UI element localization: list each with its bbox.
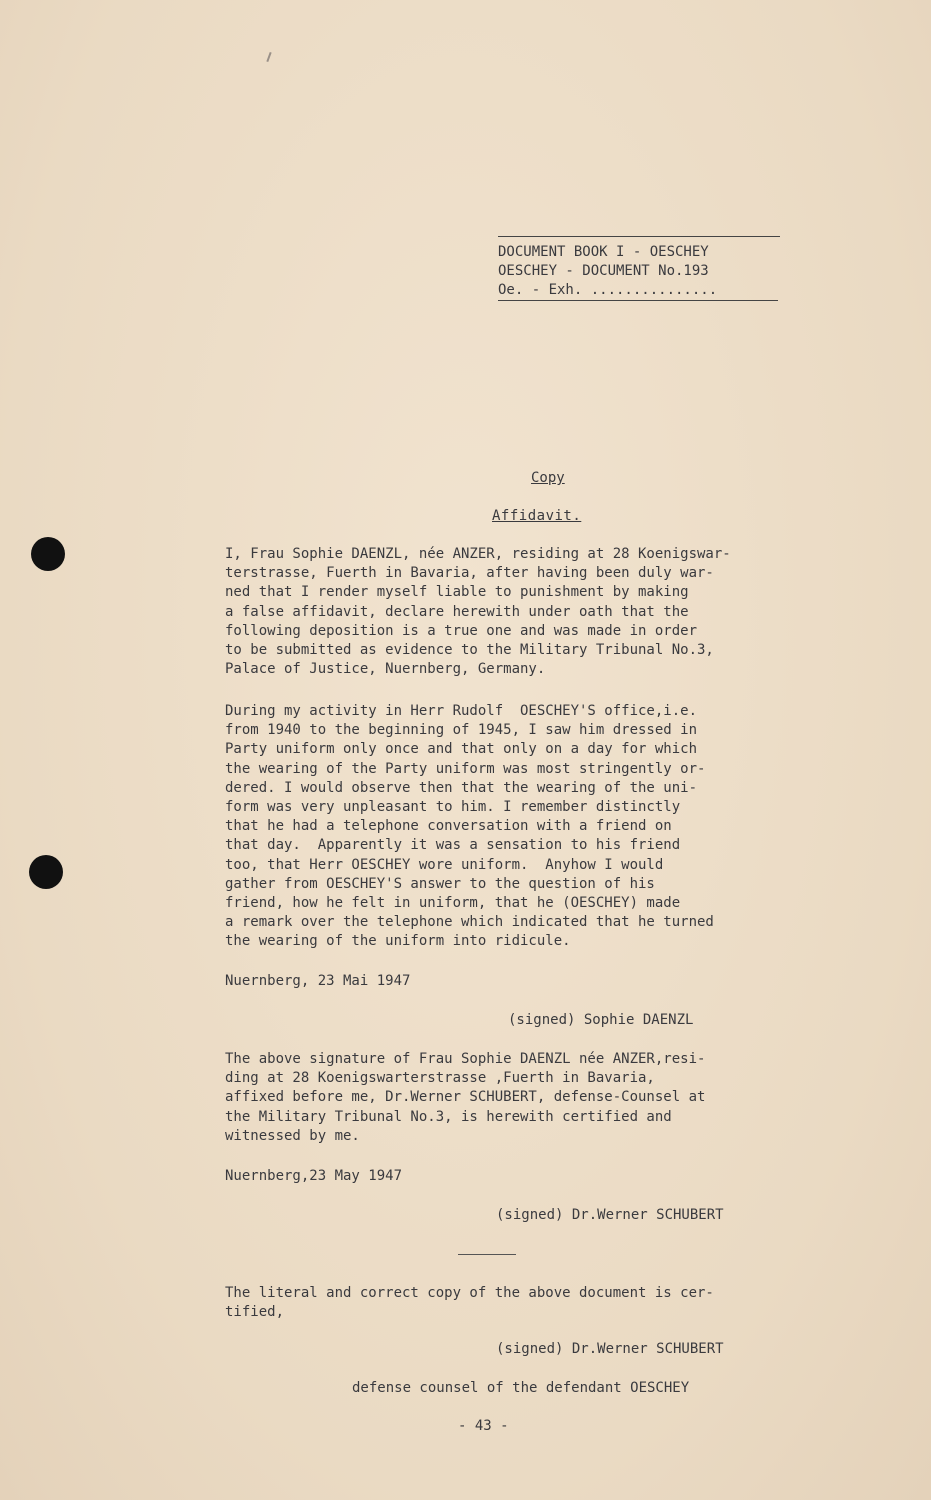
text-line: terstrasse, Fuerth in Bavaria, after having been duly war-: [225, 565, 714, 582]
text-line: following deposition is a true one and was made in order: [225, 622, 698, 639]
text-line: affixed before me, Dr.Werner SCHUBERT, defense-Counsel at: [225, 1089, 706, 1106]
paragraph-oath: [225, 545, 815, 679]
text-line: a false affidavit, declare herewith under oath that the: [225, 603, 689, 620]
text-line: the Military Tribunal No.3, is herewith certified and: [225, 1108, 672, 1125]
date-line-2: Nuernberg,23 May 1947: [225, 1168, 403, 1184]
signature-counsel: (signed) Dr.Werner SCHUBERT: [496, 1207, 724, 1223]
text-line: witnessed by me.: [225, 1127, 360, 1144]
text-line: to be submitted as evidence to the Military Tribunal No.3,: [225, 642, 714, 659]
copy-label: Copy: [531, 470, 565, 486]
date-line-1: Nuernberg, 23 Mai 1947: [225, 973, 411, 989]
reference-line-1: DOCUMENT BOOK I - OESCHEY: [498, 244, 709, 260]
reference-line-3: Oe. - Exh. ...............: [498, 281, 778, 301]
text-line: Palace of Justice, Nuernberg, Germany.: [225, 661, 546, 678]
text-line: the wearing of the uniform into ridicule.: [225, 933, 571, 950]
paragraph-certification: [225, 1050, 815, 1146]
page-number: - 43 -: [458, 1418, 509, 1434]
text-line: The literal and correct copy of the above document is cer-: [225, 1285, 714, 1301]
text-line: tified,: [225, 1304, 285, 1321]
reference-top-rule: [498, 236, 780, 237]
counsel-title: defense counsel of the defendant OESCHEY: [352, 1380, 690, 1396]
text-line: ned that I render myself liable to punishment by making: [225, 584, 689, 601]
text-line: that he had a telephone conversation with a friend on: [225, 818, 672, 835]
paragraph-copy-certification: [225, 1284, 815, 1322]
section-divider: [458, 1254, 516, 1255]
text-line: the wearing of the Party uniform was most stringently or-: [225, 760, 706, 777]
text-line: The above signature of Frau Sophie DAENZL née ANZER,resi-: [225, 1051, 706, 1067]
punch-hole-bottom: [29, 855, 63, 889]
document-reference-block: [498, 236, 780, 301]
text-line: a remark over the telephone which indicated that he turned: [225, 914, 714, 931]
text-line: I, Frau Sophie DAENZL, née ANZER, residing at 28 Koenigswar-: [225, 546, 731, 562]
text-line: too, that Herr OESCHEY wore uniform. Anyhow I would: [225, 856, 664, 873]
text-line: ding at 28 Koenigswarterstrasse ,Fuerth in Bavaria,: [225, 1070, 655, 1087]
punch-hole-top: [31, 537, 65, 571]
text-line: Party uniform only once and that only on a day for which: [225, 741, 698, 758]
text-line: gather from OESCHEY'S answer to the question of his: [225, 875, 655, 892]
document-title: Affidavit.: [492, 508, 582, 524]
pencil-mark: [266, 52, 271, 62]
signature-copy-certifier: (signed) Dr.Werner SCHUBERT: [496, 1341, 724, 1357]
text-line: During my activity in Herr Rudolf OESCHEY'S office,i.e.: [225, 703, 698, 719]
text-line: that day. Apparently it was a sensation to his friend: [225, 837, 681, 854]
paragraph-testimony: [225, 702, 815, 952]
text-line: dered. I would observe then that the wearing of the uni-: [225, 779, 698, 796]
reference-line-2: OESCHEY - DOCUMENT No.193: [498, 263, 709, 279]
text-line: from 1940 to the beginning of 1945, I saw him dressed in: [225, 722, 698, 739]
signature-affiant: (signed) Sophie DAENZL: [508, 1012, 694, 1028]
text-line: form was very unpleasant to him. I remember distinctly: [225, 799, 681, 816]
text-line: friend, how he felt in uniform, that he (OESCHEY) made: [225, 895, 681, 912]
